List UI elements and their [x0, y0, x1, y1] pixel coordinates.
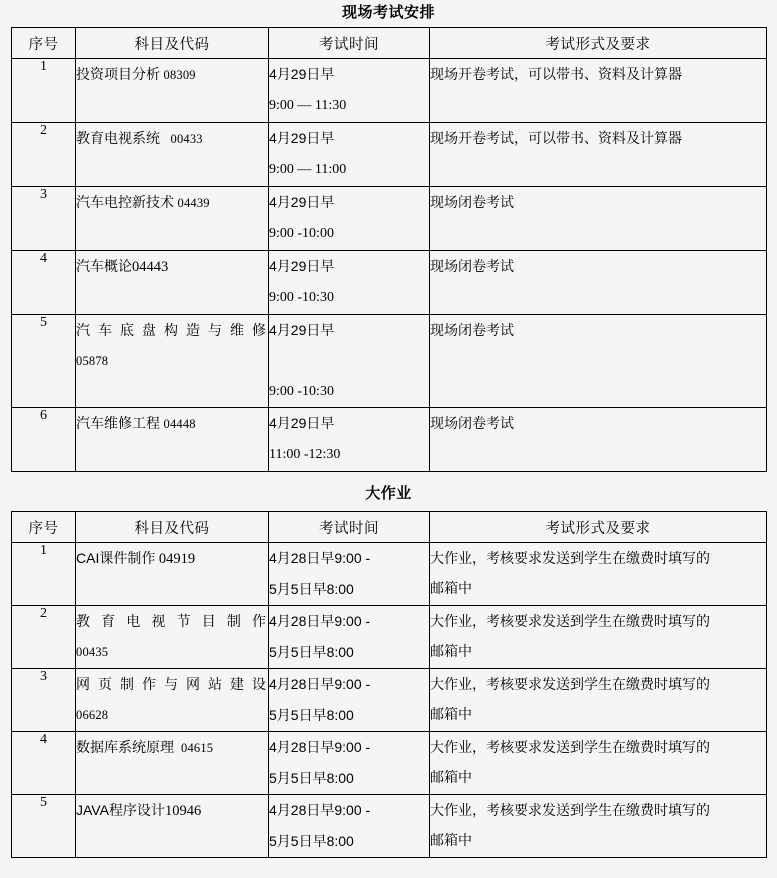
table-header-row: [12, 28, 767, 59]
subject-name: 教育电视系统: [76, 130, 160, 146]
time-date: 4月29日早: [269, 130, 335, 146]
row-number: 1: [12, 543, 76, 606]
row-number: 2: [12, 606, 76, 669]
time-date: 4月29日早: [269, 415, 335, 431]
row-form: [430, 315, 767, 408]
row-number: 1: [12, 59, 76, 123]
form-text-line2: 邮箱中: [430, 580, 472, 596]
row-number: 2: [12, 123, 76, 187]
subject-name: JAVA程序设计: [76, 802, 165, 818]
time-start: 4月28日早9:00 -: [269, 676, 371, 692]
row-subject: [76, 408, 269, 472]
row-number: 5: [12, 795, 76, 858]
time-range: 9:00 — 11:00: [269, 162, 347, 177]
subject-code: 05878: [76, 354, 109, 368]
row-time: [269, 187, 430, 251]
row-form: [430, 187, 767, 251]
row-number: 4: [12, 732, 76, 795]
row-number: 5: [12, 315, 76, 408]
time-range: 9:00 — 11:30: [269, 98, 347, 113]
subject-name: 汽车底盘构造与维修: [76, 322, 266, 338]
table-row: [12, 123, 767, 187]
time-end: 5月5日早8:00: [269, 707, 354, 723]
time-date: 4月29日早: [269, 194, 335, 210]
row-time: [269, 123, 430, 187]
subject-name: 汽车电控新技术: [76, 194, 174, 210]
row-subject: [76, 606, 269, 669]
row-form: [430, 123, 767, 187]
subject-code: 10946: [164, 803, 202, 819]
time-range: 9:00 -10:30: [269, 290, 334, 305]
time-range: 11:00 -12:30: [269, 447, 341, 462]
row-number: 6: [12, 408, 76, 472]
subject-name: 教育电视节目制作: [76, 613, 266, 629]
row-subject: [76, 123, 269, 187]
column-header-form: 考试形式及要求: [430, 28, 767, 59]
row-form: [430, 606, 767, 669]
row-form: [430, 543, 767, 606]
subject-code: 06628: [76, 708, 109, 722]
form-text: 现场开卷考试，可以带书、资料及计算器: [430, 130, 682, 146]
table-row: [12, 795, 767, 858]
time-start: 4月28日早9:00 -: [269, 613, 371, 629]
column-header-form: 考试形式及要求: [430, 512, 767, 543]
time-date: 4月29日早: [269, 66, 335, 82]
row-time: [269, 732, 430, 795]
row-subject: [76, 59, 269, 123]
table-row: [12, 187, 767, 251]
column-header-subject: 科目及代码: [76, 512, 269, 543]
onsite-exam-table-wrap: [0, 27, 777, 472]
row-subject: [76, 251, 269, 315]
major-assignment-table-wrap: [0, 511, 777, 858]
subject-code: 04615: [181, 741, 214, 755]
subject-code: 00433: [170, 132, 203, 146]
time-end: 5月5日早8:00: [269, 644, 354, 660]
subject-name: CAI课件制作: [76, 550, 156, 566]
table-row: [12, 732, 767, 795]
form-text-line2: 邮箱中: [430, 769, 472, 785]
subject-code: 08309: [163, 68, 196, 82]
table-row: [12, 543, 767, 606]
table-row: [12, 315, 767, 408]
table-row: [12, 606, 767, 669]
subject-code: 04448: [163, 417, 196, 431]
row-time: [269, 315, 430, 408]
onsite-exam-table: [11, 27, 767, 472]
row-number: 3: [12, 669, 76, 732]
time-start: 4月28日早9:00 -: [269, 802, 371, 818]
row-number: 3: [12, 187, 76, 251]
time-date: 4月29日早: [269, 322, 335, 338]
row-form: [430, 732, 767, 795]
form-text-line2: 邮箱中: [430, 706, 472, 722]
row-time: [269, 59, 430, 123]
row-subject: [76, 315, 269, 408]
form-text: 现场闭卷考试: [430, 415, 514, 431]
subject-code: 04439: [177, 196, 210, 210]
row-form: [430, 59, 767, 123]
time-end: 5月5日早8:00: [269, 581, 354, 597]
row-time: [269, 543, 430, 606]
row-time: [269, 669, 430, 732]
table-row: [12, 669, 767, 732]
row-subject: [76, 732, 269, 795]
table-row: [12, 251, 767, 315]
table-row: [12, 59, 767, 123]
subject-name: 投资项目分析: [76, 66, 160, 82]
subject-name: 数据库系统原理: [76, 739, 174, 755]
subject-name: 网页制作与网站建设: [76, 676, 266, 692]
form-text: 现场闭卷考试: [430, 322, 514, 338]
row-form: [430, 669, 767, 732]
table-header-row: [12, 512, 767, 543]
form-text-line1: 大作业，考核要求发送到学生在缴费时填写的: [430, 739, 710, 755]
column-header-time: 考试时间: [269, 28, 430, 59]
column-header-no: 序号: [12, 28, 76, 59]
major-assignment-table: [11, 511, 767, 858]
form-text: 现场开卷考试，可以带书、资料及计算器: [430, 66, 682, 82]
column-header-no: 序号: [12, 512, 76, 543]
section-title-major-assignment: 大作业: [365, 485, 412, 502]
subject-name: 汽车维修工程: [76, 415, 160, 431]
form-text-line2: 邮箱中: [430, 643, 472, 659]
row-time: [269, 251, 430, 315]
time-range: 9:00 -10:00: [269, 226, 334, 241]
form-text: 现场闭卷考试: [430, 258, 514, 274]
row-subject: [76, 795, 269, 858]
form-text-line1: 大作业，考核要求发送到学生在缴费时填写的: [430, 613, 710, 629]
row-subject: [76, 669, 269, 732]
row-time: [269, 795, 430, 858]
row-time: [269, 408, 430, 472]
form-text: 现场闭卷考试: [430, 194, 514, 210]
column-header-time: 考试时间: [269, 512, 430, 543]
time-end: 5月5日早8:00: [269, 770, 354, 786]
row-subject: [76, 187, 269, 251]
row-form: [430, 795, 767, 858]
row-subject: [76, 543, 269, 606]
column-header-subject: 科目及代码: [76, 28, 269, 59]
row-number: 4: [12, 251, 76, 315]
section-title-onsite-exam: 现场考试安排: [341, 4, 435, 21]
row-form: [430, 408, 767, 472]
form-text-line1: 大作业，考核要求发送到学生在缴费时填写的: [430, 676, 710, 692]
time-end: 5月5日早8:00: [269, 833, 354, 849]
time-date: 4月29日早: [269, 258, 335, 274]
subject-code: 04919: [158, 551, 196, 567]
table-row: [12, 408, 767, 472]
time-start: 4月28日早9:00 -: [269, 739, 371, 755]
form-text-line1: 大作业，考核要求发送到学生在缴费时填写的: [430, 550, 710, 566]
subject-name: 汽车概论: [76, 258, 132, 274]
row-time: [269, 606, 430, 669]
form-text-line2: 邮箱中: [430, 832, 472, 848]
subject-code: 04443: [132, 259, 169, 275]
subject-code: 00435: [76, 645, 109, 659]
time-start: 4月28日早9:00 -: [269, 550, 371, 566]
row-form: [430, 251, 767, 315]
form-text-line1: 大作业，考核要求发送到学生在缴费时填写的: [430, 802, 710, 818]
time-range: 9:00 -10:30: [269, 384, 334, 399]
